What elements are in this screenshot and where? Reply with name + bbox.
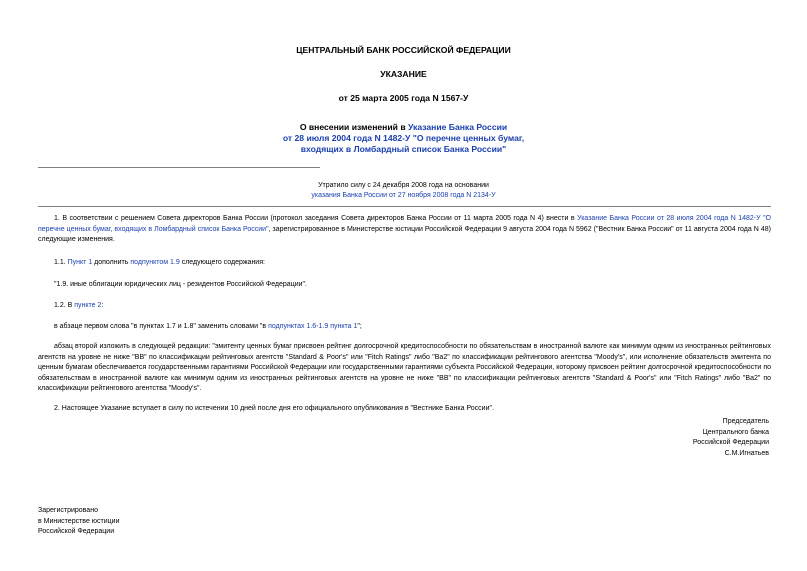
paragraph-1-2-prefix: 1.2. В bbox=[54, 302, 75, 309]
title-prefix: О внесении изменений в bbox=[299, 122, 408, 132]
registration-line-2: в Министерстве юстиции bbox=[38, 517, 120, 525]
divider-short bbox=[38, 167, 320, 168]
title-link-part-1[interactable]: Указание Банка России bbox=[408, 122, 508, 132]
signature-line-1: Председатель bbox=[722, 418, 769, 425]
paragraph-1-2 bbox=[38, 301, 771, 312]
paragraph-1-1-suffix: следующего содержания: bbox=[179, 259, 265, 266]
paragraph-1-link[interactable]: Указание Банка России от 28 июля 2004 года N 1482-У "О перечне ценных бумаг, входящих в Ломбардный список Банка России" bbox=[38, 215, 771, 233]
expiry-note-link[interactable]: указания Банка России от 27 ноября 2008 года N 2134-У bbox=[311, 192, 496, 199]
document-title bbox=[0, 122, 807, 155]
link-punkt-1[interactable]: Пункт 1 bbox=[67, 259, 93, 266]
registration-line-3: Российской Федерации bbox=[38, 528, 115, 536]
paragraph-first-abzac-suffix: "; bbox=[357, 323, 362, 330]
registration-block bbox=[38, 506, 238, 538]
paragraph-1-1 bbox=[38, 258, 771, 269]
issuer-heading: ЦЕНТРАЛЬНЫЙ БАНК РОССИЙСКОЙ ФЕДЕРАЦИИ bbox=[296, 45, 511, 55]
link-podpunkt-1-9[interactable]: подпунктом 1.9 bbox=[130, 259, 180, 266]
registration-line-1: Зарегистрировано bbox=[38, 507, 98, 514]
expiry-note: Утратило силу с 24 декабря 2008 года на основании bbox=[318, 182, 489, 189]
paragraph-first-abzac-prefix: в абзаце первом слова "в пунктах 1.7 и 1.8" заменить словами "в bbox=[54, 323, 269, 330]
title-line-1 bbox=[0, 122, 807, 133]
paragraph-1 bbox=[38, 214, 771, 246]
signature-name: С.М.Игнатьев bbox=[724, 449, 769, 457]
document-type-heading: УКАЗАНИЕ bbox=[380, 69, 427, 79]
paragraph-1-2-suffix: : bbox=[101, 302, 104, 309]
document-date-heading: от 25 марта 2005 года N 1567-У bbox=[338, 93, 469, 103]
divider-long bbox=[38, 206, 771, 207]
title-link-part-2[interactable]: от 28 июля 2004 года N 1482-У "О перечне ценных бумаг, bbox=[282, 133, 525, 143]
link-podpunkty-1-6-1-9[interactable]: подпунктах 1.6-1.9 пункта 1 bbox=[268, 323, 358, 330]
paragraph-1-1-mid: дополнить bbox=[92, 259, 131, 266]
paragraph-1-prefix: 1. В соответствии с решением Совета директоров Банка России (протокол заседания Совета директоров Банка России от 11 марта 2005 года N 4) внести в bbox=[54, 215, 578, 222]
signature-line-2: Центрального банка bbox=[702, 428, 769, 436]
link-punkt-2[interactable]: пункте 2 bbox=[74, 302, 102, 309]
paragraph-1-1-prefix: 1.1. bbox=[54, 259, 68, 266]
paragraph-first-abzac bbox=[38, 322, 771, 333]
paragraph-2: 2. Настоящее Указание вступает в силу по истечении 10 дней после дня его официального опубликования в "Вестнике Банка России". bbox=[54, 405, 494, 412]
paragraph-1-suffix: , зарегистрированное в Министерстве юстиции Российской Федерации 9 августа 2004 года N 5962 ("Вестник Банка России" от 11 августа 2004 года N 48) следующие изменения. bbox=[38, 225, 771, 244]
signature-block bbox=[569, 417, 769, 459]
title-link-part-3[interactable]: входящих в Ломбардный список Банка России" bbox=[300, 144, 507, 154]
signature-line-3: Российской Федерации bbox=[692, 439, 769, 447]
paragraph-second-abzac: абзац второй изложить в следующей редакции: "эмитенту ценных бумаг присвоен рейтинг долгосрочной кредитоспособности по обязательствам в иностранной валюте как минимум одним из иностранных рейтинговых агентств на уровне не ниже "BB" по классификации рейтинговых агентств "Standard & Poor's" или "Fitch Ratings" либо "Ba2" по классификации рейтингового агентства "Moody's", или исполнение обязательств эмитента по ценным бумагам обеспечивается государственными гарантиями Российской Федерации или государственными гарантиями субъекта Российской Федерации, которому присвоен рейтинг долгосрочной кредитоспособности по обязательствам в иностранной валюте как минимум одним из иностранных рейтинговых агентств на уровне не ниже "BB" по классификации рейтинговых агентств "Standard & Poor's" или "Fitch Ratings" либо "Ba2" по классификации рейтингового агентства "Moody's". bbox=[38, 343, 771, 393]
expiry-note-link-line bbox=[0, 191, 807, 201]
paragraph-1-9-quote: "1.9. иные облигации юридических лиц - резидентов Российской Федерации". bbox=[54, 281, 307, 288]
